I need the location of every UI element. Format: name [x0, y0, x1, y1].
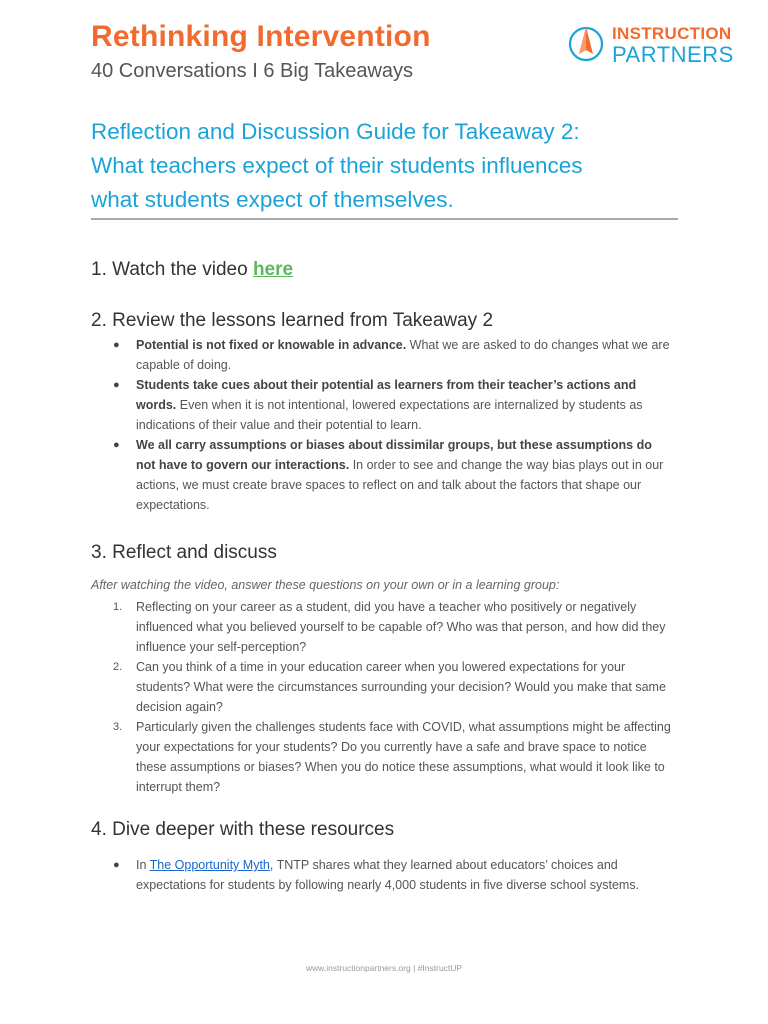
lesson-text: Even when it is not intentional, lowered expectations are internalized by students as indications of their value and their potential to learn. [136, 398, 643, 432]
list-item [113, 375, 673, 435]
questions-list [113, 597, 678, 797]
video-link[interactable]: here [252, 259, 294, 280]
lesson-text: What we are asked to do changes what we are capable of doing. [136, 338, 670, 372]
resources-list [113, 855, 673, 895]
list-item [113, 335, 673, 375]
lesson-bold: We all carry assumptions or biases about dissimilar groups, but these assumptions do not have to govern our interactions. [136, 438, 652, 472]
lesson-text: In order to see and change the way bias plays out in our actions, we must create brave spaces to reflect on and talk about the factors that shape our expectations. [136, 458, 664, 512]
bullet-icon: ● [113, 439, 120, 451]
list-item [113, 717, 678, 797]
section-4-heading: 4. Dive deeper with these resources [91, 819, 395, 840]
resource-prefix: In [136, 858, 150, 872]
question-text: Can you think of a time in your education career when you lowered expectations for your students? What were the circumstances surrounding your decision? Would you make that same decision again? [136, 660, 666, 714]
instruction-partners-logo [566, 22, 746, 68]
lessons-list [113, 335, 673, 515]
lesson-bold: Students take cues about their potential as learners from their teacher’s actions and words. [136, 378, 637, 412]
section-3-heading: 3. Reflect and discuss [91, 542, 277, 563]
question-text: Particularly given the challenges students face with COVID, what assumptions might be affecting your expectations for your students? Do you currently have a safe and brave space to notice these assumptions or biases? When you do notice these assumptions, what would it look like to interrupt them? [136, 720, 671, 794]
opportunity-myth-link[interactable]: The Opportunity Myth [149, 858, 270, 872]
question-number: 1. [113, 601, 123, 613]
section-1-heading [91, 259, 293, 281]
section-2-heading: 2. Review the lessons learned from Takeaway 2 [91, 310, 494, 331]
heading-divider [91, 218, 678, 220]
section-1-label: 1. Watch the video [91, 259, 253, 280]
list-item [113, 855, 673, 895]
bullet-icon: ● [113, 379, 120, 391]
guide-heading [91, 115, 691, 217]
sail-logo-icon [566, 24, 606, 64]
list-item [113, 435, 673, 515]
list-item [113, 657, 678, 717]
question-number: 3. [113, 721, 123, 733]
logo-text-bottom: PARTNERS [612, 42, 734, 67]
document-title: Rethinking Intervention [91, 20, 431, 53]
logo-text-top: INSTRUCTION [612, 24, 732, 43]
resource-text: , TNTP shares what they learned about educators’ choices and expectations for students by following nearly 4,000 students in five diverse school systems. [136, 858, 640, 892]
list-item [113, 597, 678, 657]
page-footer: www.instructionpartners.org | #InstructUP [305, 963, 463, 973]
guide-heading-line: Reflection and Discussion Guide for Takeaway 2: [91, 119, 580, 144]
bullet-icon: ● [113, 859, 120, 871]
document-subtitle: 40 Conversations I 6 Big Takeaways [91, 60, 414, 82]
lesson-bold: Potential is not fixed or knowable in advance. [136, 338, 407, 352]
question-number: 2. [113, 661, 123, 673]
question-text: Reflecting on your career as a student, did you have a teacher who positively or negatively influenced what you believed yourself to be capable of? Who was that person, and how did they influence your self-perception? [136, 600, 666, 654]
guide-heading-line: what students expect of themselves. [91, 187, 454, 212]
bullet-icon: ● [113, 339, 120, 351]
guide-heading-line: What teachers expect of their students influences [91, 153, 583, 178]
section-3-intro: After watching the video, answer these questions on your own or in a learning group: [91, 578, 560, 592]
